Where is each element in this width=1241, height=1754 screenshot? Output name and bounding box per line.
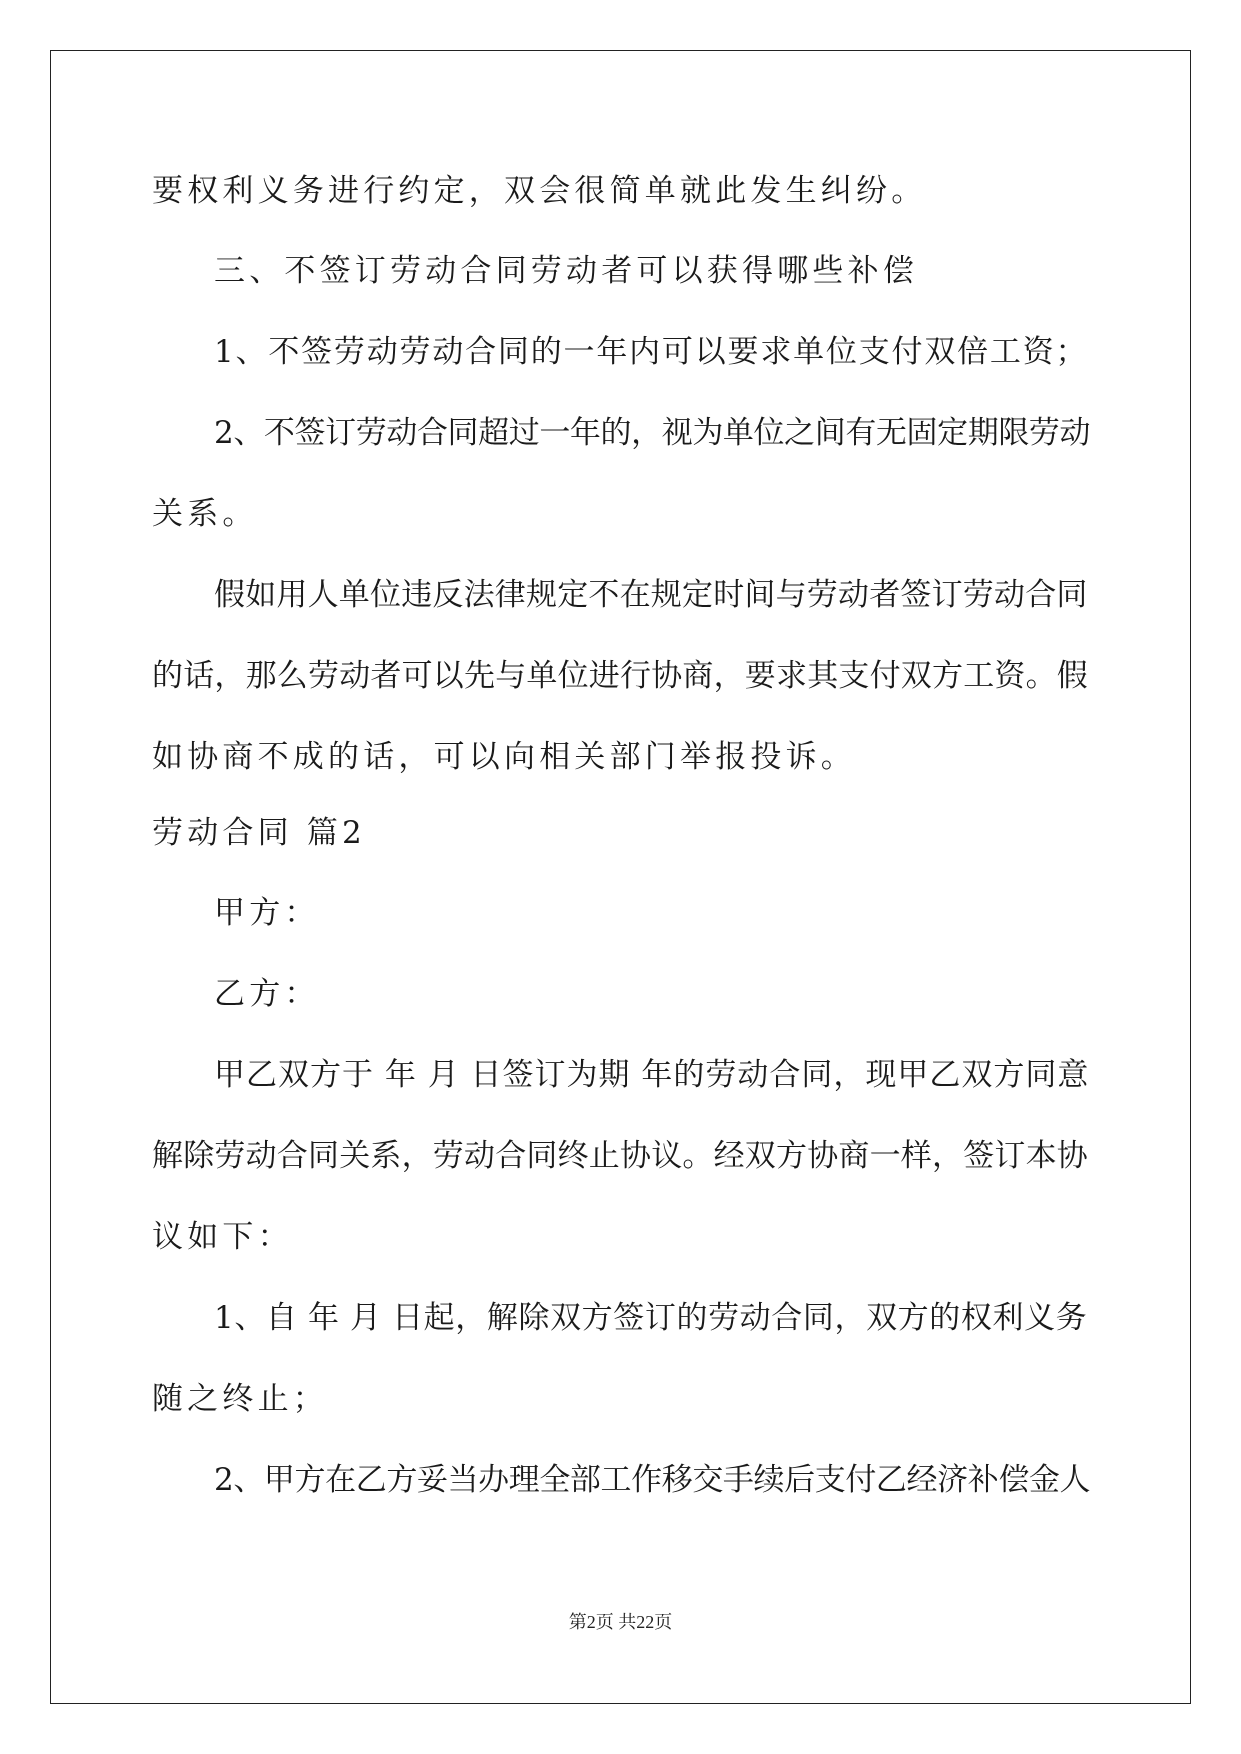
page-border: [50, 50, 1191, 1704]
section-heading-3: 三、不签订劳动合同劳动者可以获得哪些补偿: [214, 253, 918, 289]
body-line-6: 假如用人单位违反法律规定不在规定时间与劳动者签订劳动合同: [214, 577, 1088, 613]
party-a-label: 甲方：: [214, 895, 320, 931]
body-line-12: 甲乙双方于 年 月 日签订为期 年的劳动合同，现甲乙双方同意: [214, 1057, 1090, 1093]
body-line-7: 的话，那么劳动者可以先与单位进行协商，要求其支付双方工资。假: [152, 658, 1088, 694]
body-line-17: 2、甲方在乙方妥当办理全部工作移交手续后支付乙经济补偿金人: [214, 1462, 1091, 1498]
article-heading: 劳动合同 篇2: [152, 815, 366, 851]
body-line-14: 议如下：: [152, 1219, 293, 1255]
body-line-1: 要权利义务进行约定，双会很简单就此发生纠纷。: [152, 173, 927, 209]
body-line-4: 2、不签订劳动合同超过一年的，视为单位之间有无固定期限劳动: [214, 415, 1091, 451]
body-line-16: 随之终止；: [152, 1381, 328, 1417]
page-number-footer: 第2页 共22页: [568, 1612, 673, 1632]
body-line-13: 解除劳动合同关系，劳动合同终止协议。经双方协商一样，签订本协: [152, 1138, 1088, 1174]
body-line-15: 1、自 年 月 日起，解除双方签订的劳动合同，双方的权利义务: [214, 1300, 1088, 1336]
party-b-label: 乙方：: [214, 976, 320, 1012]
body-line-8: 如协商不成的话，可以向相关部门举报投诉。: [152, 739, 856, 775]
body-line-5: 关系。: [152, 496, 258, 532]
body-line-3: 1、不签劳动劳动合同的一年内可以要求单位支付双倍工资；: [214, 334, 1089, 370]
